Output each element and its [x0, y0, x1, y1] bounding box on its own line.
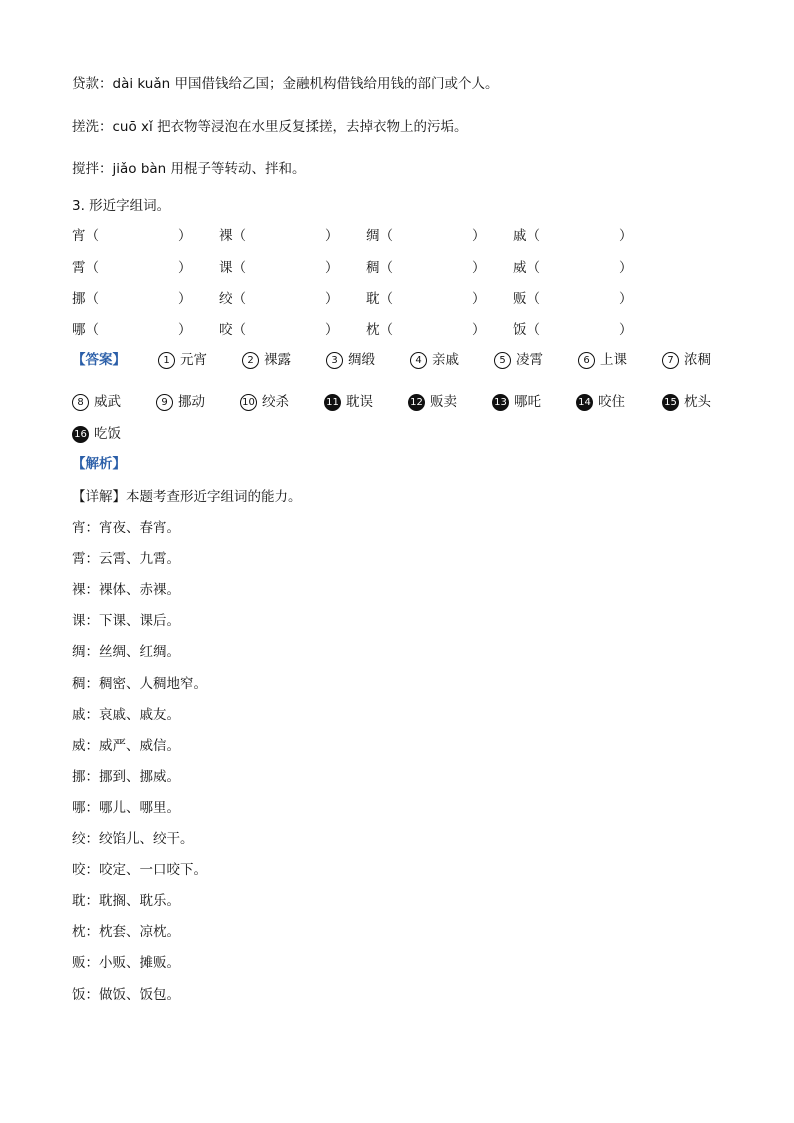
answer-number: 10: [240, 394, 257, 411]
answer-word: 哪吒: [514, 394, 541, 410]
grid-char: 咬（: [219, 322, 246, 338]
answer-number: 1: [158, 352, 175, 369]
grid-close-paren: ）: [472, 291, 486, 307]
explanation-line: 绞：绞馅儿、绞干。: [72, 831, 194, 847]
grid-char: 耽（: [366, 291, 393, 307]
pinyin: dài kuǎn: [112, 76, 175, 92]
explanation-line: 挪：挪到、挪威。: [72, 768, 180, 785]
answer-number: 5: [494, 352, 511, 369]
answer-item: [156, 390, 205, 411]
answer-number: 11: [324, 394, 341, 411]
grid-close-paren: ）: [325, 291, 339, 307]
answer-word: 绞杀: [262, 394, 289, 410]
grid-char: 绸（: [366, 228, 393, 244]
answer-word: 枕头: [684, 394, 711, 410]
answer-number: 14: [576, 394, 593, 411]
explanation-line: 饭：做饭、饭包。: [72, 986, 180, 1003]
grid-char: 霄（: [72, 260, 99, 276]
explanation-line: 戚：哀戚、戚友。: [72, 706, 180, 723]
answer-number: 3: [326, 352, 343, 369]
answer-word: 绸缎: [348, 352, 375, 368]
answer-word: 挪动: [178, 394, 205, 410]
grid-close-paren: ）: [472, 322, 486, 338]
explanation-line: 绸：丝绸、红绸。: [72, 644, 180, 661]
answer-number: 16: [72, 426, 89, 443]
explanation-line: 贩：小贩、摊贩。: [72, 955, 180, 972]
explanation-line: 宵：宵夜、春宵。: [72, 520, 180, 536]
answer-item: [576, 390, 625, 411]
answer-number: 12: [408, 394, 425, 411]
answer-item: [72, 422, 121, 443]
answer-item: [410, 348, 459, 369]
detail-line: [72, 485, 302, 505]
answer-word: 上课: [600, 352, 627, 368]
explanation-line: 威：威严、威信。: [72, 737, 180, 754]
answer-item: [408, 390, 457, 411]
grid-char: 宵（: [72, 228, 99, 244]
explanation-line: 枕：枕套、凉枕。: [72, 924, 180, 941]
answer-number: 8: [72, 394, 89, 411]
pinyin: cuō xǐ: [112, 119, 158, 135]
answer-item: [662, 390, 711, 411]
answer-item: [72, 390, 121, 411]
grid-close-paren: ）: [325, 322, 339, 338]
answer-word: 浓稠: [684, 352, 711, 368]
term: 贷款：: [72, 76, 113, 92]
question-title: 3. 形近字组词。: [72, 198, 171, 214]
definition-text: 把衣物等浸泡在水里反复揉搓，去掉衣物上的污垢。: [157, 119, 468, 135]
term: 搓洗：: [72, 119, 113, 135]
answer-item: [242, 348, 291, 369]
explanation-line: 耽：耽搁、耽乐。: [72, 893, 180, 910]
answer-word: 裸露: [264, 352, 291, 368]
grid-close-paren: ）: [325, 228, 339, 244]
answer-word: 咬住: [598, 394, 625, 410]
grid-char: 饭（: [513, 322, 540, 338]
grid-close-paren: ）: [619, 291, 633, 307]
answer-item: [326, 348, 375, 369]
definition-text: 用棍子等转动、拌和。: [170, 161, 306, 177]
grid-char: 哪（: [72, 322, 99, 338]
answer-label: 【答案】: [72, 352, 126, 368]
definition-cuoxi: [72, 115, 468, 135]
answer-number: 13: [492, 394, 509, 411]
pinyin: jiǎo bàn: [112, 161, 171, 177]
grid-char: 绞（: [219, 291, 246, 307]
answer-item: [578, 348, 627, 369]
grid-close-paren: ）: [178, 228, 192, 244]
answer-number: 6: [578, 352, 595, 369]
grid-close-paren: ）: [325, 260, 339, 276]
detail-label: 【详解】: [72, 489, 126, 505]
explanation-line: 咬：咬定、一口咬下。: [72, 862, 207, 879]
definition-daikuan: [72, 72, 498, 92]
answer-item: [494, 348, 543, 369]
grid-char: 枕（: [366, 322, 393, 338]
grid-char: 课（: [219, 260, 246, 276]
answer-number: 4: [410, 352, 427, 369]
answer-number: 2: [242, 352, 259, 369]
detail-text: 本题考查形近字组词的能力。: [126, 489, 302, 505]
grid-char: 威（: [513, 260, 540, 276]
explanation-line: 裸：裸体、赤裸。: [72, 582, 180, 599]
explanation-line: 课：下课、课后。: [72, 613, 180, 630]
answer-number: 15: [662, 394, 679, 411]
answer-number: 7: [662, 352, 679, 369]
answer-word: 贩卖: [430, 394, 457, 410]
grid-char: 稠（: [366, 260, 393, 276]
answer-item: [158, 348, 207, 369]
answer-word: 吃饭: [94, 426, 121, 442]
answer-item: [492, 390, 541, 411]
grid-char: 贩（: [513, 291, 540, 307]
grid-close-paren: ）: [178, 291, 192, 307]
explanation-line: 稠：稠密、人稠地窄。: [72, 675, 207, 692]
grid-close-paren: ）: [178, 322, 192, 338]
answer-word: 耽误: [346, 394, 373, 410]
answer-number: 9: [156, 394, 173, 411]
answer-word: 元宵: [180, 352, 207, 368]
definition-jiaoban: [72, 157, 306, 177]
grid-close-paren: ）: [472, 260, 486, 276]
answer-item: [662, 348, 711, 369]
explanation-line: 哪：哪儿、哪里。: [72, 799, 180, 816]
term: 搅拌：: [72, 161, 113, 177]
grid-char: 挪（: [72, 291, 99, 307]
answer-word: 亲戚: [432, 352, 459, 368]
definition-text: 甲国借钱给乙国；金融机构借钱给用钱的部门或个人。: [174, 76, 499, 92]
analysis-label: 【解析】: [72, 456, 126, 472]
grid-close-paren: ）: [619, 228, 633, 244]
grid-close-paren: ）: [178, 260, 192, 276]
grid-close-paren: ）: [619, 322, 633, 338]
answer-word: 凌霄: [516, 352, 543, 368]
answer-item: [324, 390, 373, 411]
answer-item: [240, 390, 289, 411]
grid-close-paren: ）: [472, 228, 486, 244]
answer-word: 威武: [94, 394, 121, 410]
grid-close-paren: ）: [619, 260, 633, 276]
grid-char: 戚（: [513, 228, 540, 244]
grid-char: 裸（: [219, 228, 246, 244]
explanation-line: 霄：云霄、九霄。: [72, 551, 180, 568]
